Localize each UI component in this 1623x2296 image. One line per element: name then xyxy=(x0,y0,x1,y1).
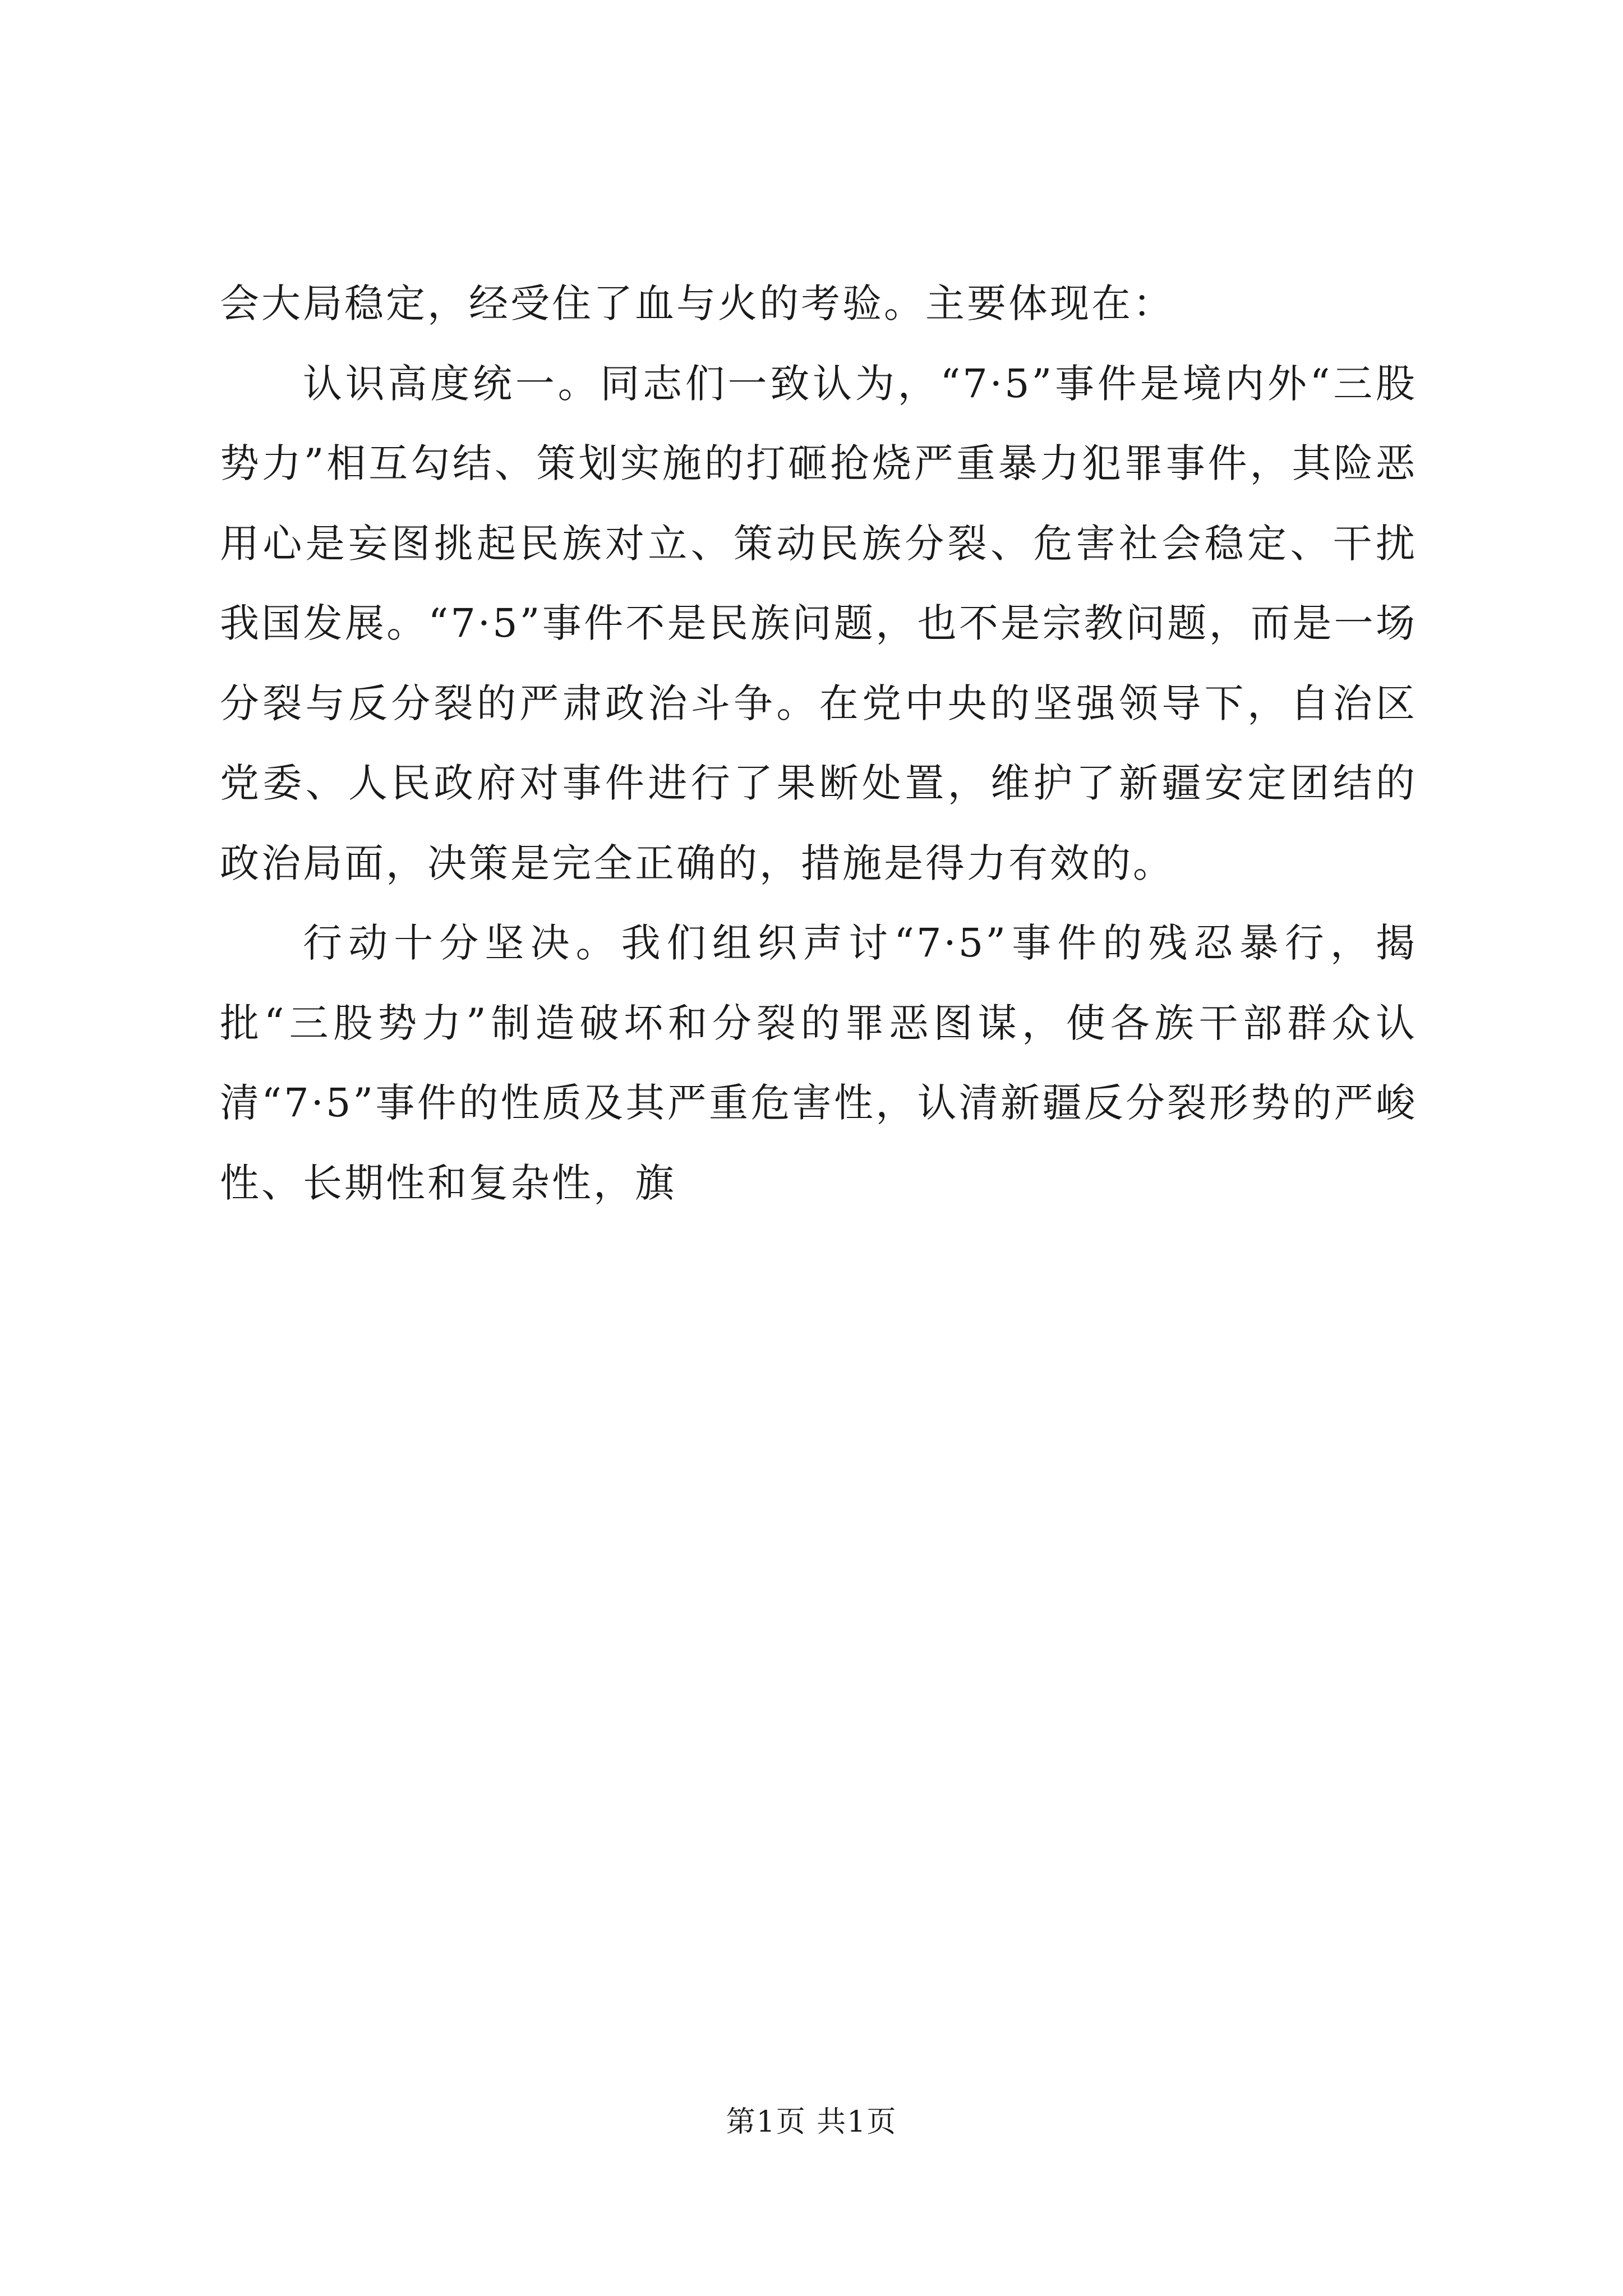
paragraph-understanding: 认识高度统一。同志们一致认为，“7·5”事件是境内外“三股势力”相互勾结、策划实施的打砸抢烧严重暴力犯罪事件，其险恶用心是妄图挑起民族对立、策动民族分裂、危害社会稳定、干扰我国发展。“7·5”事件不是民族问题，也不是宗教问题，而是一场分裂与反分裂的严肃政治斗争。在党中央的坚强领导下，自治区党委、人民政府对事件进行了果断处置，维护了新疆安定团结的政治局面，决策是完全正确的，措施是得力有效的。 xyxy=(220,360,1417,886)
paragraph-continuation: 会大局稳定，经受住了血与火的考验。主要体现在： xyxy=(220,280,1174,326)
page-footer: 第1页 共1页 xyxy=(726,2105,897,2139)
paragraph-action: 行动十分坚决。我们组织声讨“7·5”事件的残忍暴行，揭批“三股势力”制造破坏和分裂的罪恶图谋，使各族干部群众认清“7·5”事件的性质及其严重危害性，认清新疆反分裂形势的严峻性、长期性和复杂性，旗 xyxy=(220,920,1417,1206)
document-body xyxy=(220,264,1417,1223)
